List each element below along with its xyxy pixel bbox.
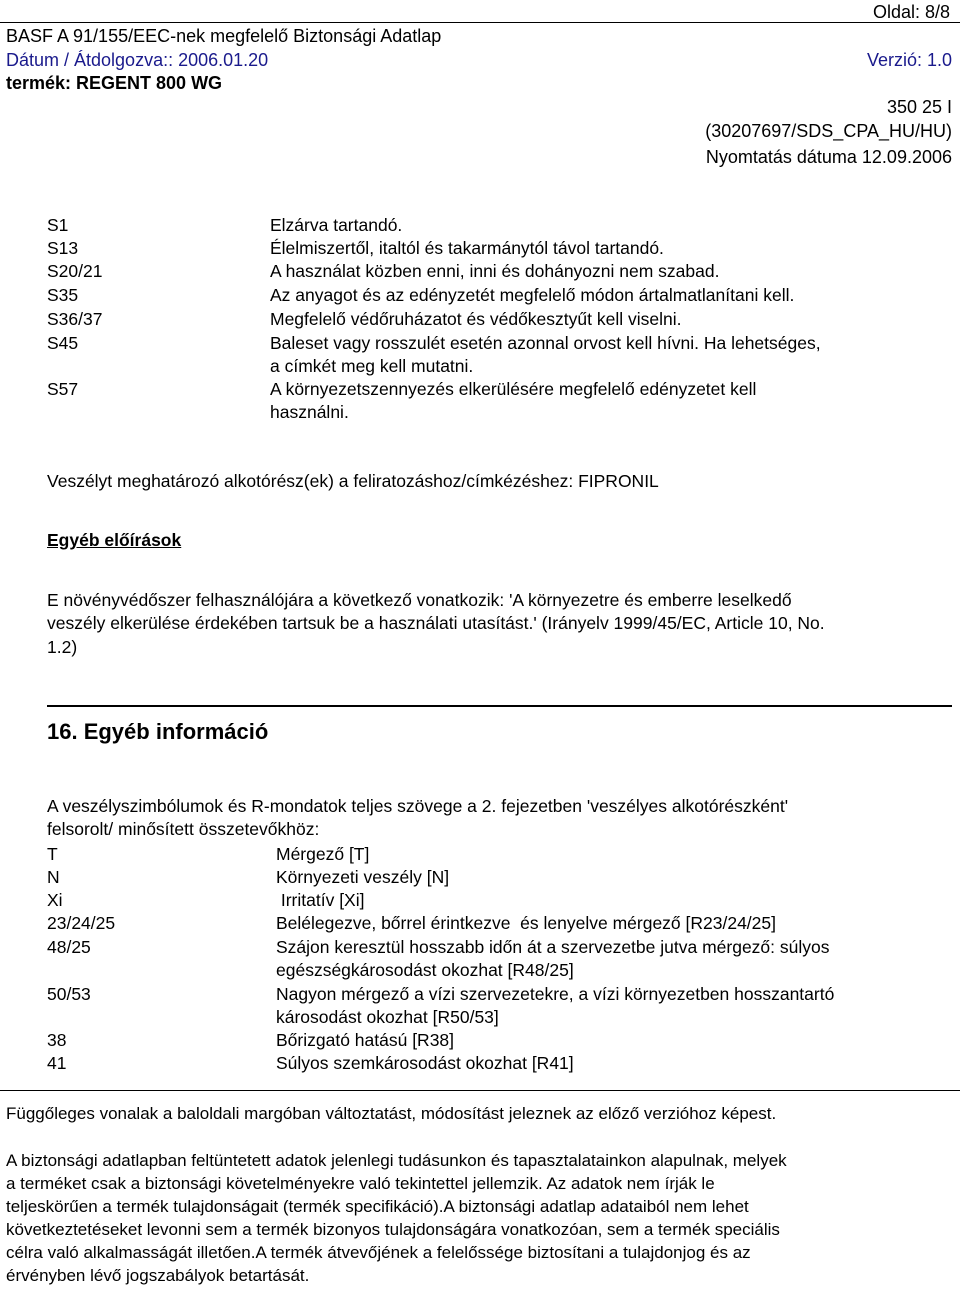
section-16-intro: A veszélyszimbólumok és R-mondatok teljes szövege a 2. fejezetben 'veszélyes alkotórészként' <box>47 796 789 816</box>
revision-date: Dátum / Átdolgozva:: 2006.01.20 <box>6 50 269 70</box>
s-phrase-code: S45 <box>47 333 79 353</box>
s-phrase-code: S1 <box>47 215 69 235</box>
s-phrase-text: Az anyagot és az edényzetét megfelelő módon ártalmatlanítani kell. <box>270 285 795 305</box>
section-divider <box>47 705 952 707</box>
page-number: Oldal: 8/8 <box>872 2 950 22</box>
disclaimer-line: következtetéseket levonni sem a termék bizonyos tulajdonságára vonatkozóan, sem a termék speciális <box>6 1220 780 1239</box>
s-phrase-code: S57 <box>47 379 79 399</box>
symbol-text: Környezeti veszély [N] <box>276 867 450 887</box>
header-rule <box>0 22 960 23</box>
s-phrase-text: Elzárva tartandó. <box>270 215 403 235</box>
symbol-code: N <box>47 867 60 887</box>
version-label: Verzió: 1.0 <box>866 50 952 70</box>
document-title: BASF A 91/155/EEC-nek megfelelő Biztonsági Adatlap <box>6 26 442 46</box>
section-16-heading: 16. Egyéb információ <box>47 719 269 744</box>
r-phrase-code: 38 <box>47 1030 67 1050</box>
r-phrase-text: Belélegezve, bőrrel érintkezve és lenyelve mérgező [R23/24/25] <box>276 913 776 933</box>
r-phrase-code: 48/25 <box>47 937 91 957</box>
disclaimer-line: A biztonsági adatlapban feltüntetett adatok jelenlegi tudásunkon és tapasztalatainkon alapulnak, melyek <box>6 1151 787 1170</box>
s-phrase-text: A használat közben enni, inni és dohányozni nem szabad. <box>270 261 720 281</box>
s-phrase-code: S36/37 <box>47 309 103 329</box>
disclaimer-line: célra való alkalmasságát illetően.A termék átvevőjének a felelőssége biztosítani a tulajdonjog és az <box>6 1243 751 1262</box>
r-phrase-code: 50/53 <box>47 984 91 1004</box>
other-rules-heading: Egyéb előírások <box>47 530 182 550</box>
r-phrase-text: Szájon keresztül hosszabb időn át a szervezetbe jutva mérgező: súlyos <box>276 937 830 957</box>
footer-rule <box>0 1090 960 1091</box>
s-phrase-text-continued: használni. <box>270 402 349 422</box>
r-phrase-code: 23/24/25 <box>47 913 116 933</box>
r-phrase-text: Nagyon mérgező a vízi szervezetekre, a vízi környezetben hosszantartó <box>276 984 835 1004</box>
symbol-code: T <box>47 844 58 864</box>
s-phrase-text-continued: a címkét meg kell mutatni. <box>270 356 474 376</box>
symbol-code: Xi <box>47 890 63 910</box>
r-phrase-code: 41 <box>47 1053 67 1073</box>
symbol-text: Irritatív [Xi] <box>276 890 365 910</box>
s-phrase-text: Élelmiszertől, italtól és takarmánytól távol tartandó. <box>270 238 664 258</box>
section-16-intro: felsorolt/ minősített összetevőkhöz: <box>47 819 320 839</box>
product-code: 350 25 I <box>886 97 952 117</box>
s-phrase-code: S20/21 <box>47 261 103 281</box>
disclaimer-line: érvényben lévő jogszabályok betartását. <box>6 1266 310 1285</box>
s-phrase-text: Megfelelő védőruházatot és védőkesztyűt kell viselni. <box>270 309 682 329</box>
r-phrase-text: Súlyos szemkárosodást okozhat [R41] <box>276 1053 574 1073</box>
s-phrase-text: Baleset vagy rosszulét esetén azonnal orvost kell hívni. Ha lehetséges, <box>270 333 821 353</box>
symbol-text: Mérgező [T] <box>276 844 370 864</box>
disclaimer-line: teljeskörűen a termék tulajdonságait (termék specifikáció).A biztonsági adatlap adataiból nem lehet <box>6 1197 749 1216</box>
vertical-line-note: Függőleges vonalak a baloldali margóban változtatást, módosítást jeleznek az előző verzióhoz képest. <box>6 1104 777 1123</box>
s-phrase-code: S35 <box>47 285 79 305</box>
r-phrase-text-continued: károsodást okozhat [R50/53] <box>276 1007 499 1027</box>
other-rules-text: E növényvédőszer felhasználójára a következő vonatkozik: 'A környezetre és emberre leselkedő <box>47 590 792 610</box>
r-phrase-text-continued: egészségkárosodást okozhat [R48/25] <box>276 960 574 980</box>
sds-reference: (30207697/SDS_CPA_HU/HU) <box>705 121 952 141</box>
hazard-component-line: Veszélyt meghatározó alkotórész(ek) a feliratozáshoz/címkézéshez: FIPRONIL <box>47 471 659 491</box>
other-rules-text: veszély elkerülése érdekében tartsuk be a használati utasítást.' (Irányelv 1999/45/EC, Article 10, No. <box>47 613 825 633</box>
other-rules-text: 1.2) <box>47 637 78 657</box>
s-phrase-text: A környezetszennyezés elkerülésére megfelelő edényzetet kell <box>270 379 757 399</box>
s-phrase-code: S13 <box>47 238 79 258</box>
disclaimer-line: a terméket csak a biztonsági követelményekre való tekintettel jellemzik. Az adatok nem írják le <box>6 1174 715 1193</box>
print-date: Nyomtatás dátuma 12.09.2006 <box>705 147 952 167</box>
product-name: termék: REGENT 800 WG <box>6 73 223 93</box>
r-phrase-text: Bőrizgató hatású [R38] <box>276 1030 455 1050</box>
